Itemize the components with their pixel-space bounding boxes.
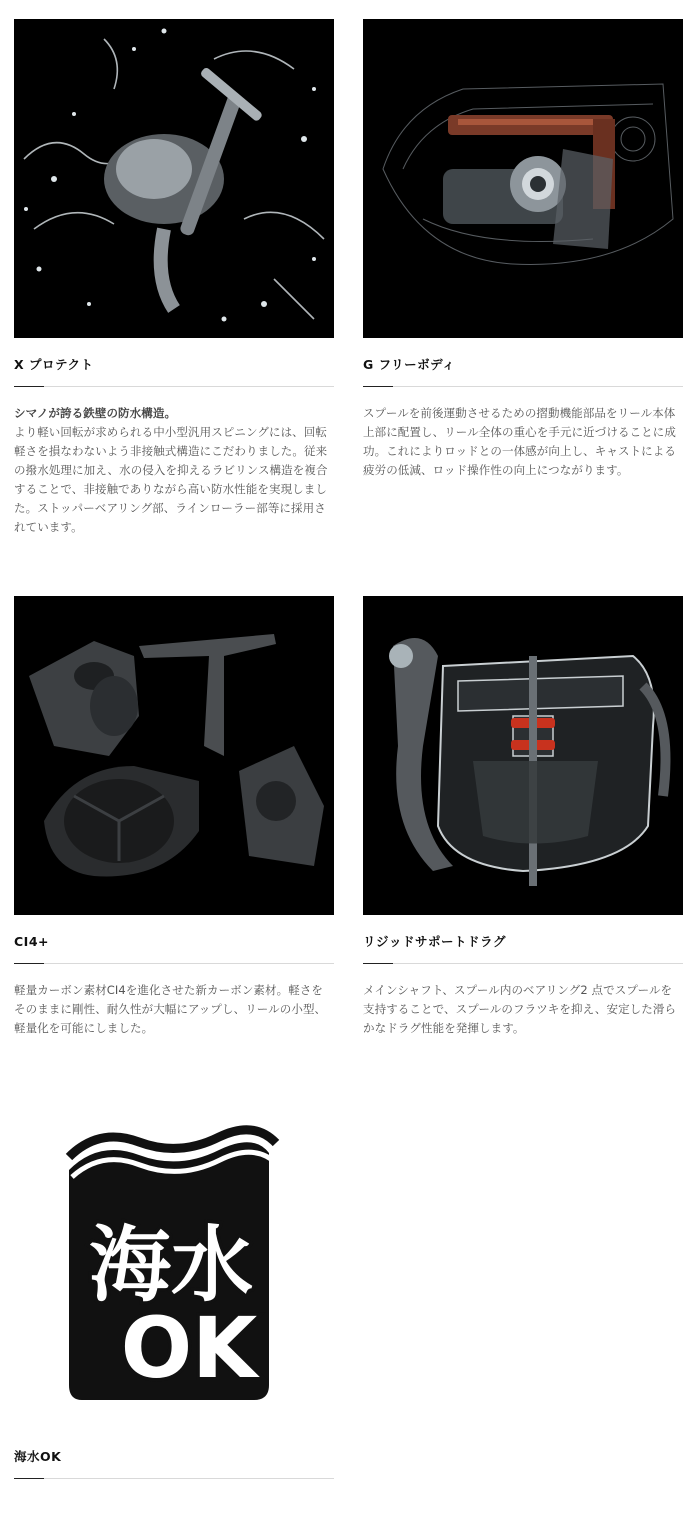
reel-splash-image (14, 19, 334, 338)
g-free-body-photo (363, 19, 683, 338)
logo-text-line1: 海水 (88, 1218, 254, 1313)
title-divider (14, 1478, 334, 1479)
feature-card-ci4-plus (14, 596, 334, 1038)
x-protect-photo (14, 19, 334, 338)
ci4-plus-photo (14, 596, 334, 915)
feature-title: 海水OK (14, 1449, 62, 1464)
feature-description (363, 404, 683, 480)
feature-body: 軽量カーボン素材CI4を進化させた新カーボン素材。軽さをそのままに剛性、耐久性が大幅にアップし、リールの小型、軽量化を可能にしました。 (14, 983, 327, 1035)
title-divider (363, 386, 683, 387)
feature-card-g-free-body (363, 19, 683, 480)
feature-card-saltwater-ok (14, 1115, 334, 1479)
saltwater-ok-logo (14, 1115, 334, 1434)
feature-title: X プロテクト (14, 357, 94, 372)
feature-lead: シマノが誇る鉄壁の防水構造。 (14, 406, 177, 420)
reel-cutaway-image (363, 19, 683, 338)
logo-text-line2: OK (120, 1299, 258, 1397)
feature-title: CI4+ (14, 934, 49, 949)
saltwater-ok-emblem (14, 1115, 334, 1434)
feature-card-rigid-support-drag (363, 596, 683, 1038)
title-divider (363, 963, 683, 964)
feature-body: メインシャフト、スプール内のベアリング2 点でスプールを支持することで、スプールのフラツキを抑え、安定した滑らかなドラグ性能を発揮します。 (363, 983, 677, 1035)
feature-title: G フリーボディ (363, 357, 456, 372)
carbon-parts-image (14, 596, 334, 915)
feature-body: スプールを前後運動させるための摺動機能部品をリール本体上部に配置し、リール全体の重心を手元に近づけることに成功。これによりロッドとの一体感が向上し、キャストによる疲労の低減、ロッド操作性の向上につながります。 (363, 406, 676, 477)
feature-description (14, 981, 334, 1038)
feature-card-x-protect (14, 19, 334, 537)
feature-description (14, 404, 334, 537)
rigid-support-drag-photo (363, 596, 683, 915)
drag-cutaway-image (363, 596, 683, 915)
feature-title: リジッドサポートドラグ (363, 934, 507, 949)
feature-body: より軽い回転が求められる中小型汎用スピニングには、回転軽さを損なわないよう非接触式構造にこだわりました。従来の撥水処理に加え、水の侵入を抑えるラビリンス構造を複合することで、非接触でありながら高い防水性能を実現しました。ストッパーベアリング部、ラインローラー部等に採用されています。 (14, 425, 328, 534)
title-divider (14, 963, 334, 964)
feature-description (363, 981, 683, 1038)
title-divider (14, 386, 334, 387)
